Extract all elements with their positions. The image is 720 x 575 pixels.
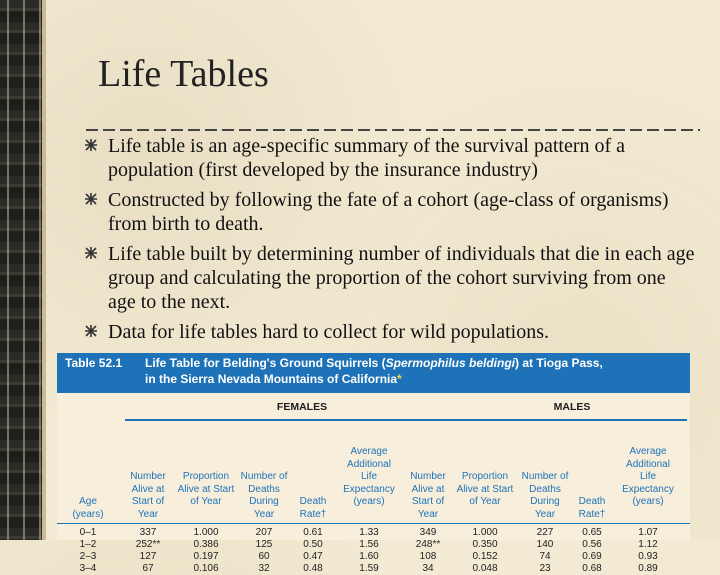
table-cell: 0.93 <box>638 551 658 562</box>
bullet-text: Constructed by following the fate of a cohort (age-class of organisms) from birth to death. <box>108 189 669 235</box>
table-cell: 127 <box>139 551 157 562</box>
life-table-figure <box>57 353 690 574</box>
table-cell: 2–3 <box>79 551 97 562</box>
bullet-item <box>86 320 696 344</box>
table-cell: 1.000 <box>193 527 219 538</box>
table-cell: 32 <box>258 563 270 574</box>
table-title-part: ) at Tioga Pass, <box>515 356 603 370</box>
column-header: Proportion Alive at Start of Year <box>177 471 235 507</box>
table-cell: 0.350 <box>472 539 498 550</box>
table-title-mark: * <box>397 372 402 386</box>
bullet-item <box>86 242 696 314</box>
column-header: Number Alive at Start of Year <box>130 471 166 520</box>
table-cell: 0.48 <box>303 563 323 574</box>
males-group-line <box>405 419 687 421</box>
males-group-label: MALES <box>553 401 591 413</box>
bullet-icon <box>84 324 98 338</box>
table-cell: 60 <box>258 551 270 562</box>
table-cell: 1.12 <box>638 539 658 550</box>
column-header: Number of Deaths During Year <box>521 471 569 520</box>
table-cell: 74 <box>539 551 551 562</box>
table-cell: 0.106 <box>193 563 219 574</box>
table-cell: 0.89 <box>638 563 658 574</box>
bullet-icon <box>84 138 98 152</box>
title-divider <box>86 129 700 131</box>
table-body <box>57 393 690 574</box>
bullet-item <box>86 134 696 182</box>
table-cell: 0.68 <box>582 563 602 574</box>
bullet-text: Life table is an age-specific summary of the survival pattern of a population (first developed by the insurance industry) <box>108 135 626 181</box>
table-cell: 207 <box>255 527 273 538</box>
table-cell: 0.65 <box>582 527 602 538</box>
table-cell: 0.386 <box>193 539 219 550</box>
column-header: Death Rate† <box>578 496 606 520</box>
females-group-line <box>125 419 405 421</box>
column-header: Average Additional Life Expectancy (years) <box>622 446 674 507</box>
table-cell: 1.33 <box>359 527 379 538</box>
table-cell: 0.152 <box>472 551 498 562</box>
table-cell: 0.61 <box>303 527 323 538</box>
table-cell: 1.59 <box>359 563 379 574</box>
table-cell: 0.197 <box>193 551 219 562</box>
bullet-text: Data for life tables hard to collect for wild populations. <box>108 321 549 343</box>
table-cell: 108 <box>419 551 437 562</box>
table-cell: 0.50 <box>303 539 323 550</box>
column-header: Average Additional Life Expectancy (years) <box>343 446 395 507</box>
bullet-icon <box>84 192 98 206</box>
table-cell: 252** <box>135 539 161 550</box>
table-header-bar <box>57 353 690 393</box>
table-cell: 349 <box>419 527 437 538</box>
table-cell: 23 <box>539 563 551 574</box>
bullet-item <box>86 188 696 236</box>
table-cell: 34 <box>422 563 434 574</box>
table-cell: 0.56 <box>582 539 602 550</box>
table-cell: 227 <box>536 527 554 538</box>
table-number: Table 52.1 <box>65 356 123 370</box>
header-separator <box>57 523 690 524</box>
table-title-part: Life Table for Belding's Ground Squirrels ( <box>145 356 386 370</box>
table-cell: 125 <box>255 539 273 550</box>
spiral-binding <box>0 0 46 540</box>
females-group-label: FEMALES <box>276 401 328 413</box>
bullet-icon <box>84 246 98 260</box>
column-header: Death Rate† <box>299 496 327 520</box>
table-cell: 1–2 <box>79 539 97 550</box>
column-header: Age (years) <box>72 496 104 520</box>
table-title <box>145 355 603 391</box>
table-cell: 0–1 <box>79 527 97 538</box>
table-title-species: Spermophilus beldingi <box>385 356 515 370</box>
table-cell: 67 <box>142 563 154 574</box>
table-cell: 140 <box>536 539 554 550</box>
bullet-list <box>86 134 696 350</box>
table-title-part: in the Sierra Nevada Mountains of California <box>145 372 398 386</box>
table-cell: 1.07 <box>638 527 658 538</box>
bullet-text: Life table built by determining number of individuals that die in each age group and calculating the proportion of the cohort surviving from one age to the next. <box>108 243 695 313</box>
table-cell: 1.60 <box>359 551 379 562</box>
table-cell: 337 <box>139 527 157 538</box>
table-cell: 0.47 <box>303 551 323 562</box>
table-cell: 3–4 <box>79 563 97 574</box>
table-cell: 0.69 <box>582 551 602 562</box>
column-header: Number Alive at Start of Year <box>410 471 446 520</box>
table-cell: 0.048 <box>472 563 498 574</box>
table-cell: 1.56 <box>359 539 379 550</box>
column-header: Proportion Alive at Start of Year <box>456 471 514 507</box>
table-cell: 1.000 <box>472 527 498 538</box>
slide-title: Life Tables <box>98 53 269 95</box>
column-header: Number of Deaths During Year <box>240 471 288 520</box>
table-cell: 248** <box>415 539 441 550</box>
